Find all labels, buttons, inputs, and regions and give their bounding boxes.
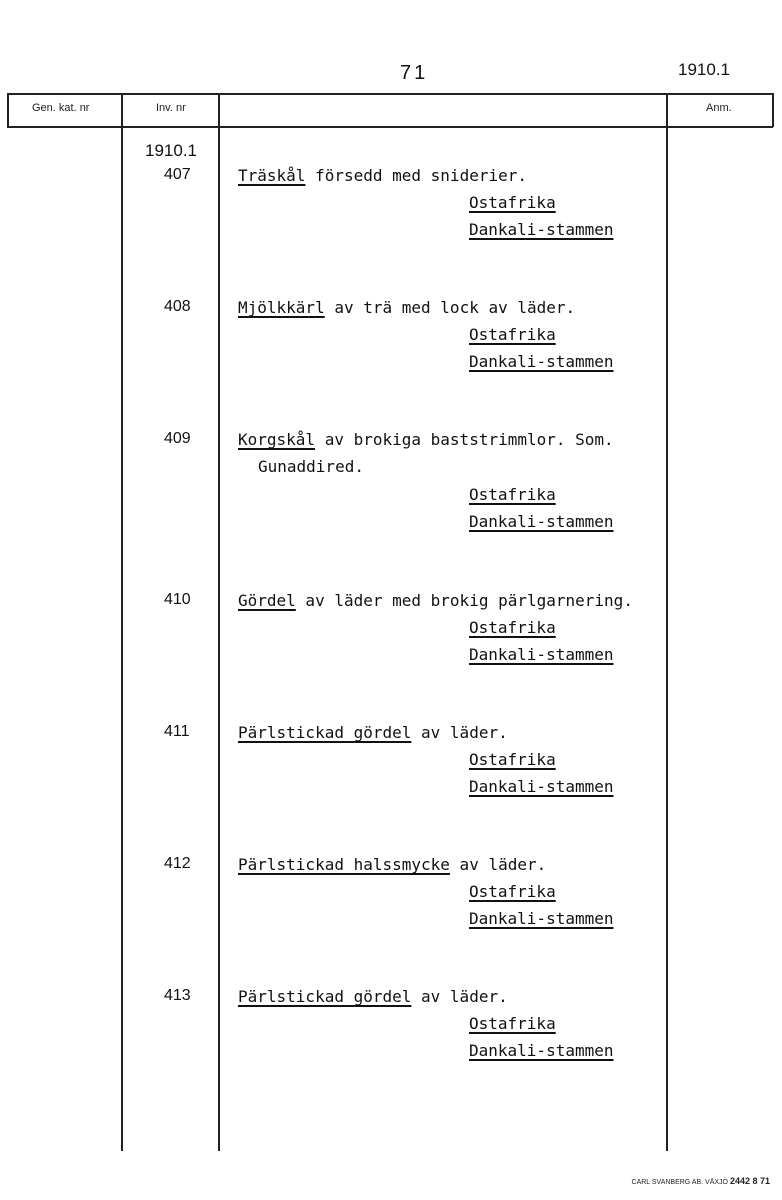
inv-number: 411 xyxy=(164,723,190,740)
entry-item-name: Pärlstickad gördel xyxy=(238,723,412,742)
entry-region: Ostafrika xyxy=(469,325,556,344)
inv-number: 407 xyxy=(164,166,191,183)
entry-people: Dankali-stammen xyxy=(469,777,614,796)
printer-name: CARL SVANBERG AB. VÄXJÖ xyxy=(631,1179,728,1186)
table-left-border xyxy=(7,93,9,127)
form-code: 2442 8 71 xyxy=(729,1176,770,1186)
table-right-border xyxy=(772,93,774,127)
entry-region: Ostafrika xyxy=(469,618,556,637)
inv-number: 412 xyxy=(164,855,191,872)
entry-item-name: Mjölkkärl xyxy=(238,298,325,317)
corner-year: 1910.1 xyxy=(678,60,730,79)
column-divider-desc-anm xyxy=(666,93,668,1151)
inv-number: 408 xyxy=(164,298,191,315)
column-divider-inv-desc xyxy=(218,93,220,1151)
header-inv-nr: Inv. nr xyxy=(156,102,186,114)
entry-description xyxy=(238,855,546,874)
header-gen-kat-nr: Gen. kat. nr xyxy=(32,102,90,114)
inv-number: 413 xyxy=(164,987,191,1004)
entry-item-name: Gördel xyxy=(238,591,296,610)
entry-item-name: Korgskål xyxy=(238,430,316,449)
column-divider-gen-inv xyxy=(121,93,123,1151)
entry-item-name: Träskål xyxy=(238,166,306,185)
entry-people: Dankali-stammen xyxy=(469,645,614,664)
entry-description xyxy=(238,591,633,610)
entry-description-rest: av läder. xyxy=(449,855,547,874)
entry-people: Dankali-stammen xyxy=(469,909,614,928)
entry-description xyxy=(238,166,527,185)
entry-region: Ostafrika xyxy=(469,882,556,901)
entry-region: Ostafrika xyxy=(469,1014,556,1033)
entry-people: Dankali-stammen xyxy=(469,512,614,531)
inv-number: 410 xyxy=(164,591,191,608)
entry-people: Dankali-stammen xyxy=(469,1041,614,1060)
entry-people: Dankali-stammen xyxy=(469,220,614,239)
entry-description-rest: försedd med sniderier. xyxy=(305,166,527,185)
entry-item-name: Pärlstickad gördel xyxy=(238,987,412,1006)
entry-region: Ostafrika xyxy=(469,750,556,769)
entry-description-line2: Gunaddired. xyxy=(258,457,364,476)
entry-description-rest: av läder. xyxy=(411,987,508,1006)
entry-region: Ostafrika xyxy=(469,193,556,212)
entry-description-rest: av läder. xyxy=(411,723,508,742)
entry-description xyxy=(238,430,614,449)
year-label: 1910.1 xyxy=(145,141,197,160)
entry-people: Dankali-stammen xyxy=(469,352,614,371)
entry-description xyxy=(238,987,508,1006)
entry-region: Ostafrika xyxy=(469,485,556,504)
entry-description xyxy=(238,298,575,317)
entry-description xyxy=(238,723,508,742)
header-anm: Anm. xyxy=(706,102,732,114)
printer-footer xyxy=(632,1176,770,1186)
entry-item-name: Pärlstickad halssmycke xyxy=(238,855,450,874)
page-number: 71 xyxy=(400,62,429,84)
inv-number: 409 xyxy=(164,430,191,447)
entry-description-rest: av läder med brokig pärlgarnering. xyxy=(295,591,633,610)
entry-description-rest: av trä med lock av läder. xyxy=(324,298,576,317)
entry-description-rest: av brokiga baststrimmlor. Som. xyxy=(315,430,614,449)
